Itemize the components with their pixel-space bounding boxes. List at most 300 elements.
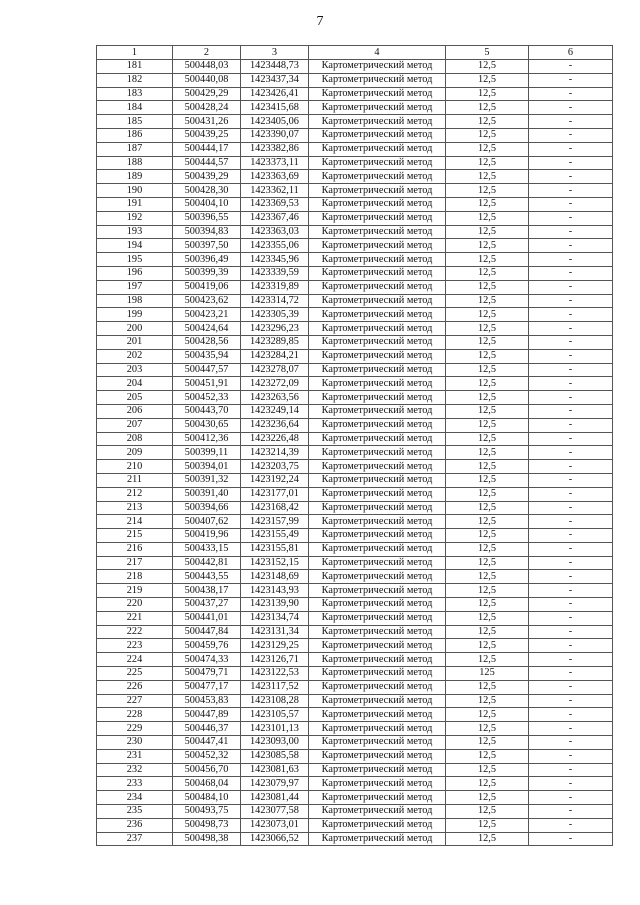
x-coordinate-cell: 500477,17: [173, 680, 241, 694]
method-cell: Картометрический метод: [309, 694, 446, 708]
table-row: [97, 391, 613, 405]
table-row: [97, 501, 613, 515]
table-row: [97, 156, 613, 170]
table-row: [97, 584, 613, 598]
method-cell: Картометрический метод: [309, 101, 446, 115]
method-cell: Картометрический метод: [309, 73, 446, 87]
method-cell: Картометрический метод: [309, 570, 446, 584]
y-coordinate-cell: 1423263,56: [241, 391, 309, 405]
note-cell: -: [529, 211, 613, 225]
accuracy-cell: 12,5: [446, 280, 529, 294]
y-coordinate-cell: 1423148,69: [241, 570, 309, 584]
point-number-cell: 219: [97, 584, 173, 598]
x-coordinate-cell: 500433,15: [173, 542, 241, 556]
method-cell: Картометрический метод: [309, 280, 446, 294]
y-coordinate-cell: 1423369,53: [241, 197, 309, 211]
table-row: [97, 115, 613, 129]
x-coordinate-cell: 500484,10: [173, 791, 241, 805]
y-coordinate-cell: 1423122,53: [241, 667, 309, 681]
point-number-cell: 200: [97, 322, 173, 336]
point-number-cell: 185: [97, 115, 173, 129]
x-coordinate-cell: 500479,71: [173, 667, 241, 681]
note-cell: -: [529, 487, 613, 501]
table-row: [97, 404, 613, 418]
accuracy-cell: 12,5: [446, 639, 529, 653]
method-cell: Картометрический метод: [309, 294, 446, 308]
table-row: [97, 460, 613, 474]
method-cell: Картометрический метод: [309, 708, 446, 722]
y-coordinate-cell: 1423126,71: [241, 653, 309, 667]
x-coordinate-cell: 500428,30: [173, 184, 241, 198]
x-coordinate-cell: 500391,40: [173, 487, 241, 501]
method-cell: Картометрический метод: [309, 529, 446, 543]
note-cell: -: [529, 653, 613, 667]
y-coordinate-cell: 1423373,11: [241, 156, 309, 170]
point-number-cell: 237: [97, 832, 173, 846]
x-coordinate-cell: 500439,29: [173, 170, 241, 184]
y-coordinate-cell: 1423437,34: [241, 73, 309, 87]
x-coordinate-cell: 500459,76: [173, 639, 241, 653]
point-number-cell: 230: [97, 736, 173, 750]
method-cell: Картометрический метод: [309, 556, 446, 570]
method-cell: Картометрический метод: [309, 197, 446, 211]
note-cell: -: [529, 749, 613, 763]
point-number-cell: 215: [97, 529, 173, 543]
x-coordinate-cell: 500474,33: [173, 653, 241, 667]
accuracy-cell: 12,5: [446, 625, 529, 639]
accuracy-cell: 12,5: [446, 460, 529, 474]
point-number-cell: 201: [97, 335, 173, 349]
table-row: [97, 805, 613, 819]
table-row: [97, 294, 613, 308]
note-cell: -: [529, 763, 613, 777]
method-cell: Картометрический метод: [309, 115, 446, 129]
accuracy-cell: 12,5: [446, 694, 529, 708]
accuracy-cell: 12,5: [446, 653, 529, 667]
x-coordinate-cell: 500446,37: [173, 722, 241, 736]
note-cell: -: [529, 736, 613, 750]
x-coordinate-cell: 500447,89: [173, 708, 241, 722]
method-cell: Картометрический метод: [309, 460, 446, 474]
accuracy-cell: 12,5: [446, 722, 529, 736]
header-cell: 1: [97, 46, 173, 60]
y-coordinate-cell: 1423405,06: [241, 115, 309, 129]
table-row: [97, 225, 613, 239]
y-coordinate-cell: 1423214,39: [241, 446, 309, 460]
note-cell: -: [529, 239, 613, 253]
method-cell: Картометрический метод: [309, 818, 446, 832]
x-coordinate-cell: 500444,17: [173, 142, 241, 156]
x-coordinate-cell: 500437,27: [173, 598, 241, 612]
table-row: [97, 680, 613, 694]
note-cell: -: [529, 335, 613, 349]
table-row: [97, 625, 613, 639]
note-cell: -: [529, 556, 613, 570]
accuracy-cell: 12,5: [446, 418, 529, 432]
method-cell: Картометрический метод: [309, 170, 446, 184]
note-cell: -: [529, 73, 613, 87]
point-number-cell: 192: [97, 211, 173, 225]
table-row: [97, 101, 613, 115]
note-cell: -: [529, 598, 613, 612]
method-cell: Картометрический метод: [309, 60, 446, 74]
point-number-cell: 236: [97, 818, 173, 832]
y-coordinate-cell: 1423155,49: [241, 529, 309, 543]
note-cell: -: [529, 542, 613, 556]
point-number-cell: 183: [97, 87, 173, 101]
note-cell: -: [529, 418, 613, 432]
y-coordinate-cell: 1423093,00: [241, 736, 309, 750]
point-number-cell: 189: [97, 170, 173, 184]
table-row: [97, 418, 613, 432]
table-row: [97, 280, 613, 294]
note-cell: -: [529, 722, 613, 736]
method-cell: Картометрический метод: [309, 736, 446, 750]
accuracy-cell: 12,5: [446, 225, 529, 239]
method-cell: Картометрический метод: [309, 225, 446, 239]
x-coordinate-cell: 500498,73: [173, 818, 241, 832]
x-coordinate-cell: 500423,62: [173, 294, 241, 308]
y-coordinate-cell: 1423319,89: [241, 280, 309, 294]
y-coordinate-cell: 1423081,63: [241, 763, 309, 777]
x-coordinate-cell: 500452,33: [173, 391, 241, 405]
note-cell: -: [529, 87, 613, 101]
accuracy-cell: 12,5: [446, 142, 529, 156]
header-cell: 6: [529, 46, 613, 60]
y-coordinate-cell: 1423345,96: [241, 253, 309, 267]
point-number-cell: 191: [97, 197, 173, 211]
method-cell: Картометрический метод: [309, 266, 446, 280]
x-coordinate-cell: 500429,29: [173, 87, 241, 101]
method-cell: Картометрический метод: [309, 211, 446, 225]
point-number-cell: 226: [97, 680, 173, 694]
point-number-cell: 204: [97, 377, 173, 391]
accuracy-cell: 12,5: [446, 515, 529, 529]
note-cell: -: [529, 391, 613, 405]
method-cell: Картометрический метод: [309, 446, 446, 460]
method-cell: Картометрический метод: [309, 680, 446, 694]
y-coordinate-cell: 1423249,14: [241, 404, 309, 418]
x-coordinate-cell: 500439,25: [173, 128, 241, 142]
point-number-cell: 205: [97, 391, 173, 405]
note-cell: -: [529, 791, 613, 805]
method-cell: Картометрический метод: [309, 239, 446, 253]
accuracy-cell: 12,5: [446, 542, 529, 556]
note-cell: -: [529, 625, 613, 639]
table-row: [97, 87, 613, 101]
method-cell: Картометрический метод: [309, 515, 446, 529]
point-number-cell: 227: [97, 694, 173, 708]
accuracy-cell: 12,5: [446, 749, 529, 763]
point-number-cell: 198: [97, 294, 173, 308]
x-coordinate-cell: 500399,39: [173, 266, 241, 280]
point-number-cell: 234: [97, 791, 173, 805]
point-number-cell: 223: [97, 639, 173, 653]
accuracy-cell: 12,5: [446, 349, 529, 363]
note-cell: -: [529, 694, 613, 708]
y-coordinate-cell: 1423363,69: [241, 170, 309, 184]
table-row: [97, 363, 613, 377]
x-coordinate-cell: 500443,55: [173, 570, 241, 584]
accuracy-cell: 12,5: [446, 611, 529, 625]
table-row: [97, 722, 613, 736]
accuracy-cell: 12,5: [446, 322, 529, 336]
note-cell: -: [529, 170, 613, 184]
point-number-cell: 182: [97, 73, 173, 87]
accuracy-cell: 12,5: [446, 818, 529, 832]
table-row: [97, 818, 613, 832]
y-coordinate-cell: 1423101,13: [241, 722, 309, 736]
y-coordinate-cell: 1423314,72: [241, 294, 309, 308]
x-coordinate-cell: 500493,75: [173, 805, 241, 819]
accuracy-cell: 12,5: [446, 736, 529, 750]
note-cell: -: [529, 363, 613, 377]
y-coordinate-cell: 1423362,11: [241, 184, 309, 198]
x-coordinate-cell: 500396,55: [173, 211, 241, 225]
point-number-cell: 195: [97, 253, 173, 267]
point-number-cell: 186: [97, 128, 173, 142]
method-cell: Картометрический метод: [309, 722, 446, 736]
method-cell: Картометрический метод: [309, 404, 446, 418]
x-coordinate-cell: 500412,36: [173, 432, 241, 446]
table-row: [97, 239, 613, 253]
point-number-cell: 222: [97, 625, 173, 639]
note-cell: -: [529, 639, 613, 653]
accuracy-cell: 12,5: [446, 404, 529, 418]
method-cell: Картометрический метод: [309, 667, 446, 681]
y-coordinate-cell: 1423192,24: [241, 473, 309, 487]
x-coordinate-cell: 500397,50: [173, 239, 241, 253]
table-row: [97, 473, 613, 487]
x-coordinate-cell: 500394,83: [173, 225, 241, 239]
header-cell: 5: [446, 46, 529, 60]
note-cell: -: [529, 377, 613, 391]
accuracy-cell: 12,5: [446, 570, 529, 584]
x-coordinate-cell: 500423,21: [173, 308, 241, 322]
note-cell: -: [529, 473, 613, 487]
note-cell: -: [529, 818, 613, 832]
method-cell: Картометрический метод: [309, 763, 446, 777]
accuracy-cell: 12,5: [446, 391, 529, 405]
method-cell: Картометрический метод: [309, 322, 446, 336]
accuracy-cell: 12,5: [446, 253, 529, 267]
note-cell: -: [529, 60, 613, 74]
y-coordinate-cell: 1423390,07: [241, 128, 309, 142]
table-row: [97, 308, 613, 322]
table-body: [97, 46, 613, 846]
point-number-cell: 209: [97, 446, 173, 460]
method-cell: Картометрический метод: [309, 349, 446, 363]
method-cell: Картометрический метод: [309, 805, 446, 819]
point-number-cell: 216: [97, 542, 173, 556]
x-coordinate-cell: 500430,65: [173, 418, 241, 432]
note-cell: -: [529, 156, 613, 170]
x-coordinate-cell: 500428,56: [173, 335, 241, 349]
x-coordinate-cell: 500419,06: [173, 280, 241, 294]
note-cell: -: [529, 805, 613, 819]
point-number-cell: 184: [97, 101, 173, 115]
header-cell: 4: [309, 46, 446, 60]
y-coordinate-cell: 1423296,23: [241, 322, 309, 336]
table-row: [97, 432, 613, 446]
note-cell: -: [529, 280, 613, 294]
x-coordinate-cell: 500447,84: [173, 625, 241, 639]
accuracy-cell: 12,5: [446, 239, 529, 253]
y-coordinate-cell: 1423066,52: [241, 832, 309, 846]
note-cell: -: [529, 584, 613, 598]
method-cell: Картометрический метод: [309, 625, 446, 639]
accuracy-cell: 12,5: [446, 763, 529, 777]
accuracy-cell: 12,5: [446, 184, 529, 198]
accuracy-cell: 12,5: [446, 432, 529, 446]
accuracy-cell: 12,5: [446, 680, 529, 694]
note-cell: -: [529, 322, 613, 336]
method-cell: Картометрический метод: [309, 653, 446, 667]
method-cell: Картометрический метод: [309, 184, 446, 198]
accuracy-cell: 12,5: [446, 308, 529, 322]
accuracy-cell: 12,5: [446, 487, 529, 501]
y-coordinate-cell: 1423131,34: [241, 625, 309, 639]
y-coordinate-cell: 1423355,06: [241, 239, 309, 253]
y-coordinate-cell: 1423117,52: [241, 680, 309, 694]
accuracy-cell: 12,5: [446, 73, 529, 87]
table-row: [97, 763, 613, 777]
method-cell: Картометрический метод: [309, 377, 446, 391]
accuracy-cell: 12,5: [446, 156, 529, 170]
note-cell: -: [529, 349, 613, 363]
x-coordinate-cell: 500394,01: [173, 460, 241, 474]
header-cell: 2: [173, 46, 241, 60]
note-cell: -: [529, 184, 613, 198]
note-cell: -: [529, 128, 613, 142]
point-number-cell: 220: [97, 598, 173, 612]
y-coordinate-cell: 1423143,93: [241, 584, 309, 598]
accuracy-cell: 12,5: [446, 294, 529, 308]
table-header-row: [97, 46, 613, 60]
y-coordinate-cell: 1423157,99: [241, 515, 309, 529]
point-number-cell: 218: [97, 570, 173, 584]
page-number: 7: [316, 14, 324, 29]
table-row: [97, 556, 613, 570]
point-number-cell: 208: [97, 432, 173, 446]
y-coordinate-cell: 1423236,64: [241, 418, 309, 432]
point-number-cell: 196: [97, 266, 173, 280]
note-cell: -: [529, 115, 613, 129]
note-cell: -: [529, 777, 613, 791]
accuracy-cell: 12,5: [446, 529, 529, 543]
x-coordinate-cell: 500407,62: [173, 515, 241, 529]
accuracy-cell: 12,5: [446, 335, 529, 349]
table-row: [97, 60, 613, 74]
y-coordinate-cell: 1423339,59: [241, 266, 309, 280]
accuracy-cell: 12,5: [446, 101, 529, 115]
x-coordinate-cell: 500428,24: [173, 101, 241, 115]
method-cell: Картометрический метод: [309, 335, 446, 349]
y-coordinate-cell: 1423081,44: [241, 791, 309, 805]
y-coordinate-cell: 1423139,90: [241, 598, 309, 612]
table-row: [97, 73, 613, 87]
point-number-cell: 231: [97, 749, 173, 763]
note-cell: -: [529, 197, 613, 211]
accuracy-cell: 12,5: [446, 832, 529, 846]
table-row: [97, 128, 613, 142]
y-coordinate-cell: 1423203,75: [241, 460, 309, 474]
coordinates-table: [96, 45, 613, 846]
point-number-cell: 194: [97, 239, 173, 253]
method-cell: Картометрический метод: [309, 308, 446, 322]
y-coordinate-cell: 1423284,21: [241, 349, 309, 363]
point-number-cell: 202: [97, 349, 173, 363]
note-cell: -: [529, 266, 613, 280]
x-coordinate-cell: 500442,81: [173, 556, 241, 570]
table-row: [97, 142, 613, 156]
accuracy-cell: 12,5: [446, 170, 529, 184]
method-cell: Картометрический метод: [309, 253, 446, 267]
method-cell: Картометрический метод: [309, 749, 446, 763]
x-coordinate-cell: 500404,10: [173, 197, 241, 211]
point-number-cell: 207: [97, 418, 173, 432]
table-row: [97, 598, 613, 612]
y-coordinate-cell: 1423426,41: [241, 87, 309, 101]
accuracy-cell: 12,5: [446, 501, 529, 515]
table-row: [97, 266, 613, 280]
x-coordinate-cell: 500419,96: [173, 529, 241, 543]
point-number-cell: 193: [97, 225, 173, 239]
note-cell: -: [529, 515, 613, 529]
table-row: [97, 349, 613, 363]
point-number-cell: 217: [97, 556, 173, 570]
y-coordinate-cell: 1423073,01: [241, 818, 309, 832]
note-cell: -: [529, 432, 613, 446]
y-coordinate-cell: 1423105,57: [241, 708, 309, 722]
table-row: [97, 170, 613, 184]
y-coordinate-cell: 1423272,09: [241, 377, 309, 391]
note-cell: -: [529, 529, 613, 543]
y-coordinate-cell: 1423278,07: [241, 363, 309, 377]
note-cell: -: [529, 501, 613, 515]
x-coordinate-cell: 500498,38: [173, 832, 241, 846]
table-row: [97, 377, 613, 391]
method-cell: Картометрический метод: [309, 832, 446, 846]
table-row: [97, 253, 613, 267]
accuracy-cell: 12,5: [446, 584, 529, 598]
note-cell: -: [529, 308, 613, 322]
table-row: [97, 570, 613, 584]
method-cell: Картометрический метод: [309, 128, 446, 142]
table-row: [97, 791, 613, 805]
accuracy-cell: 12,5: [446, 60, 529, 74]
method-cell: Картометрический метод: [309, 777, 446, 791]
x-coordinate-cell: 500453,83: [173, 694, 241, 708]
x-coordinate-cell: 500441,01: [173, 611, 241, 625]
point-number-cell: 232: [97, 763, 173, 777]
point-number-cell: 197: [97, 280, 173, 294]
x-coordinate-cell: 500468,04: [173, 777, 241, 791]
method-cell: Картометрический метод: [309, 391, 446, 405]
point-number-cell: 188: [97, 156, 173, 170]
method-cell: Картометрический метод: [309, 584, 446, 598]
table-row: [97, 211, 613, 225]
point-number-cell: 211: [97, 473, 173, 487]
accuracy-cell: 12,5: [446, 363, 529, 377]
x-coordinate-cell: 500391,32: [173, 473, 241, 487]
table-row: [97, 639, 613, 653]
x-coordinate-cell: 500399,11: [173, 446, 241, 460]
y-coordinate-cell: 1423108,28: [241, 694, 309, 708]
x-coordinate-cell: 500444,57: [173, 156, 241, 170]
table-row: [97, 529, 613, 543]
note-cell: -: [529, 142, 613, 156]
